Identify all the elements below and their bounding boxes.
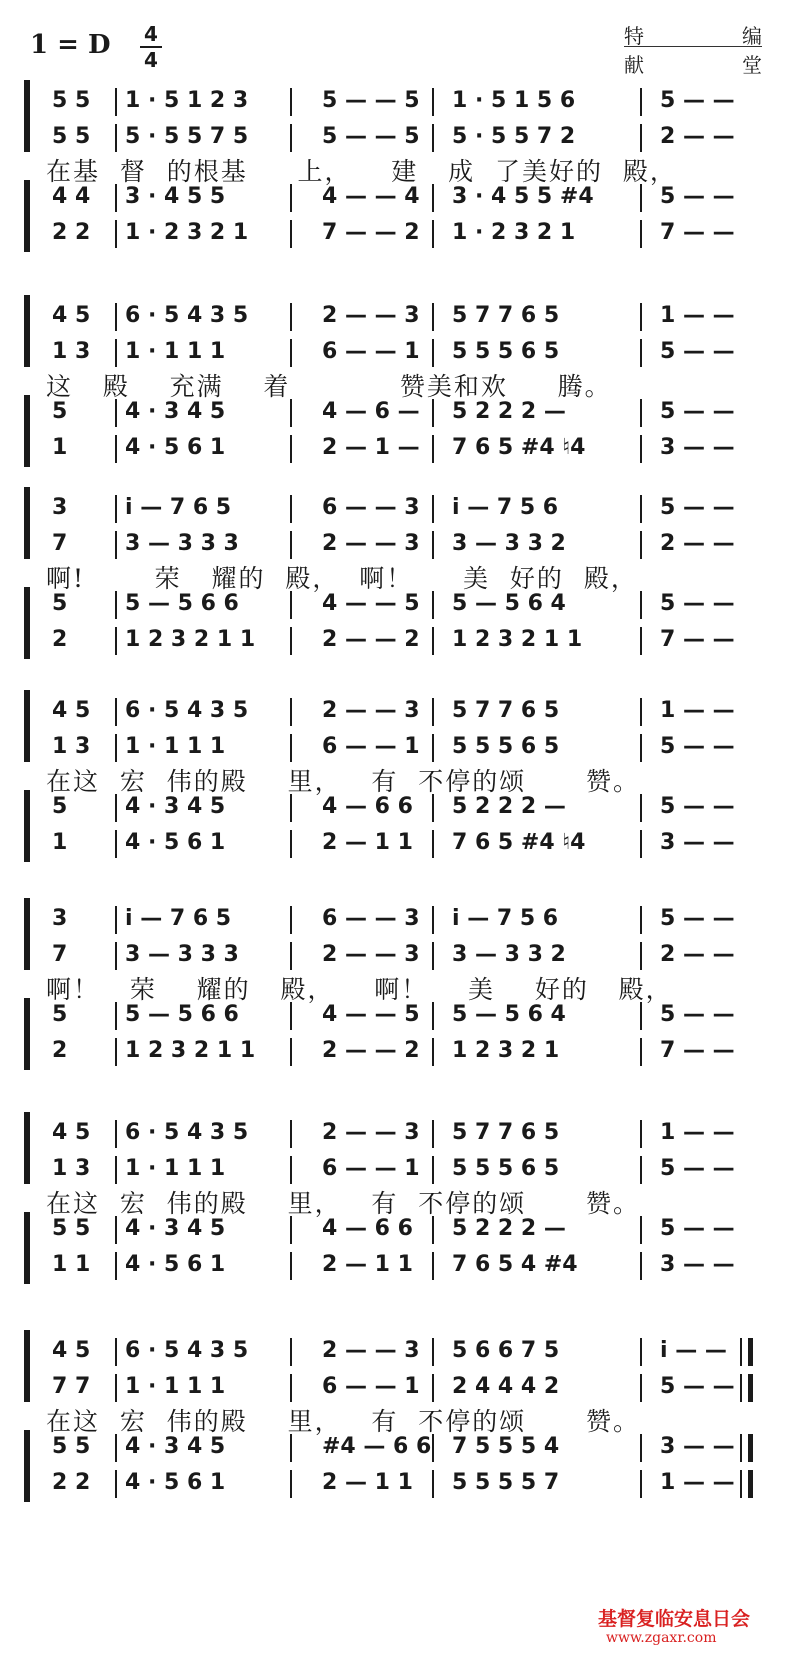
measure-notes: 1 · 1 1 1 bbox=[125, 734, 226, 759]
measure-notes: i — 7 5 6 bbox=[452, 495, 559, 520]
bar-line bbox=[640, 1470, 642, 1498]
measure-notes: 5 6 6 7 5 bbox=[452, 1338, 560, 1363]
final-bar-thick bbox=[748, 1338, 753, 1366]
voice-part-row bbox=[0, 694, 800, 728]
bar-line bbox=[432, 906, 434, 934]
bar-line bbox=[432, 830, 434, 858]
measure-notes: 5 — — bbox=[660, 1002, 735, 1027]
measure-notes: 5 bbox=[52, 591, 68, 616]
measure-notes: 2 bbox=[52, 1038, 68, 1063]
credit-1a: 特 bbox=[624, 24, 644, 48]
bar-line bbox=[290, 1338, 292, 1366]
measure-notes: 6 · 5 4 3 5 bbox=[125, 303, 249, 328]
measure-notes: 3 — 3 3 3 bbox=[125, 942, 239, 967]
bar-line bbox=[640, 698, 642, 726]
bar-line bbox=[640, 906, 642, 934]
measure-notes: 4 — 6 6 bbox=[322, 1216, 413, 1241]
bar-line bbox=[640, 1156, 642, 1184]
bar-line bbox=[640, 531, 642, 559]
voice-part-row bbox=[0, 84, 800, 118]
bar-line bbox=[432, 698, 434, 726]
measure-notes: 2 — — 3 bbox=[322, 303, 420, 328]
measure-notes: 1 2 3 2 1 1 bbox=[125, 627, 256, 652]
measure-notes: 5 5 5 6 5 bbox=[452, 1156, 560, 1181]
bar-line bbox=[432, 1338, 434, 1366]
measure-notes: 5 7 7 6 5 bbox=[452, 303, 560, 328]
bar-line bbox=[640, 435, 642, 463]
measure-notes: 4 · 3 4 5 bbox=[125, 399, 226, 424]
score-system bbox=[0, 80, 800, 270]
lyric-text: 啊！ 荣 耀的 殿， 啊！ 美 好的 殿， bbox=[46, 975, 673, 1004]
measure-notes: 5 — — 5 bbox=[322, 124, 420, 149]
time-signature bbox=[136, 24, 166, 70]
measure-notes: 3 — — bbox=[660, 1252, 735, 1277]
bar-line bbox=[640, 830, 642, 858]
bar-line bbox=[432, 435, 434, 463]
measure-notes: 5 · 5 5 7 2 bbox=[452, 124, 576, 149]
score-system bbox=[0, 1112, 800, 1302]
credit-1b: 编 bbox=[742, 24, 762, 48]
bar-line bbox=[115, 531, 117, 559]
bar-line bbox=[290, 1252, 292, 1280]
measure-notes: 7 7 bbox=[52, 1374, 91, 1399]
measure-notes: 2 — — bbox=[660, 531, 735, 556]
final-bar-thick bbox=[748, 1470, 753, 1498]
lyric-text: 在这 宏 伟的殿 里， 有 不停的颂 赞。 bbox=[46, 767, 640, 796]
measure-notes: 4 — — 5 bbox=[322, 591, 420, 616]
measure-notes: 4 — — 5 bbox=[322, 1002, 420, 1027]
voice-part-row bbox=[0, 938, 800, 972]
bar-line bbox=[290, 1038, 292, 1066]
bar-line bbox=[432, 1120, 434, 1148]
bar-line bbox=[432, 1470, 434, 1498]
credits bbox=[624, 20, 762, 75]
bar-line bbox=[432, 339, 434, 367]
score-system bbox=[0, 1330, 800, 1520]
measure-notes: 4 4 bbox=[52, 184, 91, 209]
measure-notes: 1 2 3 2 1 bbox=[452, 1038, 560, 1063]
bar-line bbox=[290, 830, 292, 858]
lyric-line bbox=[0, 1184, 800, 1224]
bar-line bbox=[290, 1374, 292, 1402]
measure-notes: 2 — 1 1 bbox=[322, 830, 413, 855]
voice-part-row bbox=[0, 1248, 800, 1282]
credit-line-1 bbox=[624, 20, 762, 46]
lyric-text: 在这 宏 伟的殿 里， 有 不停的颂 赞。 bbox=[46, 1407, 640, 1436]
voice-part-row bbox=[0, 335, 800, 369]
final-bar-thin bbox=[740, 1338, 742, 1366]
bar-line bbox=[432, 1038, 434, 1066]
measure-notes: 5 — — bbox=[660, 399, 735, 424]
bar-line bbox=[115, 1374, 117, 1402]
bar-line bbox=[640, 495, 642, 523]
measure-notes: 5 — — bbox=[660, 906, 735, 931]
measure-notes: 4 · 3 4 5 bbox=[125, 1216, 226, 1241]
measure-notes: 5 — 5 6 6 bbox=[125, 1002, 239, 1027]
measure-notes: 5 2 2 2 — bbox=[452, 1216, 566, 1241]
bar-line bbox=[115, 495, 117, 523]
bar-line bbox=[115, 220, 117, 248]
bar-line bbox=[640, 1252, 642, 1280]
measure-notes: 1 2 3 2 1 1 bbox=[125, 1038, 256, 1063]
lyric-text: 在这 宏 伟的殿 里， 有 不停的颂 赞。 bbox=[46, 1189, 640, 1218]
measure-notes: 4 5 bbox=[52, 698, 91, 723]
lyric-text: 在基 督 的根基 上， 建 成 了美好的 殿， bbox=[46, 157, 677, 186]
bar-line bbox=[115, 942, 117, 970]
bar-line bbox=[290, 303, 292, 331]
score-system bbox=[0, 487, 800, 677]
measure-notes: 1 · 1 1 1 bbox=[125, 339, 226, 364]
measure-notes: 1 · 1 1 1 bbox=[125, 1374, 226, 1399]
measure-notes: 2 bbox=[52, 627, 68, 652]
measure-notes: i — — bbox=[660, 1338, 727, 1363]
measure-notes: 5 2 2 2 — bbox=[452, 794, 566, 819]
measure-notes: 1 — — bbox=[660, 698, 735, 723]
bar-line bbox=[290, 942, 292, 970]
bar-line bbox=[115, 1252, 117, 1280]
bar-line bbox=[290, 627, 292, 655]
measure-notes: 5 5 bbox=[52, 1216, 91, 1241]
score-system bbox=[0, 690, 800, 880]
measure-notes: 2 — — 3 bbox=[322, 1120, 420, 1145]
measure-notes: 5 5 5 6 5 bbox=[452, 734, 560, 759]
measure-notes: 2 — — 3 bbox=[322, 1338, 420, 1363]
voice-part-row bbox=[0, 1034, 800, 1068]
measure-notes: 1 3 bbox=[52, 734, 91, 759]
measure-notes: 5 — — bbox=[660, 1156, 735, 1181]
measure-notes: 5 5 5 5 7 bbox=[452, 1470, 560, 1495]
voice-part-row bbox=[0, 1334, 800, 1368]
bar-line bbox=[432, 88, 434, 116]
measure-notes: 7 6 5 #4 ♮4 bbox=[452, 830, 586, 855]
measure-notes: 7 bbox=[52, 942, 68, 967]
credit-2a: 献 bbox=[624, 53, 644, 77]
bar-line bbox=[640, 220, 642, 248]
measure-notes: 6 · 5 4 3 5 bbox=[125, 1338, 249, 1363]
measure-notes: 6 — — 3 bbox=[322, 495, 420, 520]
measure-notes: 5 bbox=[52, 1002, 68, 1027]
measure-notes: 7 6 5 4 #4 bbox=[452, 1252, 578, 1277]
voice-part-row bbox=[0, 299, 800, 333]
measure-notes: 2 — — 3 bbox=[322, 531, 420, 556]
bar-line bbox=[432, 303, 434, 331]
measure-notes: 4 — 6 — bbox=[322, 399, 420, 424]
measure-notes: 4 — 6 6 bbox=[322, 794, 413, 819]
bar-line bbox=[290, 124, 292, 152]
measure-notes: 1 3 bbox=[52, 339, 91, 364]
bar-line bbox=[640, 124, 642, 152]
measure-notes: 1 bbox=[52, 435, 68, 460]
lyric-text: 这 殿 充满 着 赞美和欢 腾。 bbox=[46, 372, 612, 401]
measure-notes: 2 — — 3 bbox=[322, 942, 420, 967]
bar-line bbox=[640, 1120, 642, 1148]
lyric-line bbox=[0, 762, 800, 802]
meter-top: 4 bbox=[144, 22, 158, 46]
measure-notes: 5 — — bbox=[660, 794, 735, 819]
voice-part-row bbox=[0, 216, 800, 250]
credit-line-2 bbox=[624, 49, 762, 75]
measure-notes: 2 — 1 — bbox=[322, 435, 420, 460]
measure-notes: 5 — — bbox=[660, 734, 735, 759]
bar-line bbox=[290, 734, 292, 762]
voice-part-row bbox=[0, 1466, 800, 1500]
meter-bottom: 4 bbox=[144, 48, 158, 72]
voice-part-row bbox=[0, 730, 800, 764]
measure-notes: 5 — 5 6 4 bbox=[452, 1002, 566, 1027]
voice-part-row bbox=[0, 1116, 800, 1150]
bar-line bbox=[290, 1470, 292, 1498]
measure-notes: 2 — 1 1 bbox=[322, 1252, 413, 1277]
bar-line bbox=[115, 303, 117, 331]
bar-line bbox=[640, 1338, 642, 1366]
measure-notes: 1 bbox=[52, 830, 68, 855]
measure-notes: 5 5 5 6 5 bbox=[452, 339, 560, 364]
measure-notes: 7 5 5 5 4 bbox=[452, 1434, 560, 1459]
measure-notes: 3 — — bbox=[660, 1434, 735, 1459]
lyric-line bbox=[0, 559, 800, 599]
measure-notes: 5 — — 5 bbox=[322, 88, 420, 113]
measure-notes: 5 bbox=[52, 794, 68, 819]
bar-line bbox=[432, 627, 434, 655]
measure-notes: 5 2 2 2 — bbox=[452, 399, 566, 424]
measure-notes: 5 — — bbox=[660, 1374, 735, 1399]
measure-notes: 3 bbox=[52, 906, 68, 931]
measure-notes: 3 bbox=[52, 495, 68, 520]
measure-notes: 3 — — bbox=[660, 830, 735, 855]
measure-notes: 3 — 3 3 2 bbox=[452, 531, 566, 556]
measure-notes: #4 — 6 6 bbox=[322, 1434, 432, 1459]
bar-line bbox=[290, 1120, 292, 1148]
measure-notes: 5 — — bbox=[660, 495, 735, 520]
measure-notes: 2 4 4 4 2 bbox=[452, 1374, 560, 1399]
measure-notes: 2 — — bbox=[660, 124, 735, 149]
measure-notes: 5 — — bbox=[660, 591, 735, 616]
measure-notes: 2 — — 3 bbox=[322, 698, 420, 723]
voice-part-row bbox=[0, 431, 800, 465]
score-system bbox=[0, 295, 800, 485]
measure-notes: 5 bbox=[52, 399, 68, 424]
measure-notes: 5 — — bbox=[660, 88, 735, 113]
bar-line bbox=[640, 1038, 642, 1066]
measure-notes: 6 — — 1 bbox=[322, 339, 420, 364]
voice-part-row bbox=[0, 491, 800, 525]
lyric-text: 啊! 荣 耀的 殿， 啊！ 美 好的 殿， bbox=[46, 564, 638, 593]
measure-notes: 5 — — bbox=[660, 339, 735, 364]
bar-line bbox=[640, 339, 642, 367]
measure-notes: 7 — — 2 bbox=[322, 220, 420, 245]
lyric-line bbox=[0, 970, 800, 1010]
measure-notes: 4 5 bbox=[52, 1120, 91, 1145]
bar-line bbox=[115, 88, 117, 116]
measure-notes: i — 7 6 5 bbox=[125, 906, 232, 931]
measure-notes: 6 · 5 4 3 5 bbox=[125, 698, 249, 723]
measure-notes: 4 · 5 6 1 bbox=[125, 1470, 226, 1495]
bar-line bbox=[290, 220, 292, 248]
measure-notes: 6 — — 1 bbox=[322, 1156, 420, 1181]
measure-notes: 5 · 5 5 7 5 bbox=[125, 124, 249, 149]
measure-notes: 7 — — bbox=[660, 220, 735, 245]
watermark-title: 基督复临安息日会 bbox=[598, 1608, 751, 1630]
measure-notes: 7 — — bbox=[660, 627, 735, 652]
measure-notes: 1 — — bbox=[660, 1120, 735, 1145]
measure-notes: 5 7 7 6 5 bbox=[452, 1120, 560, 1145]
measure-notes: 1 · 1 1 1 bbox=[125, 1156, 226, 1181]
bar-line bbox=[290, 531, 292, 559]
bar-line bbox=[432, 1374, 434, 1402]
measure-notes: 3 · 4 5 5 bbox=[125, 184, 226, 209]
bar-line bbox=[290, 906, 292, 934]
bar-line bbox=[640, 1374, 642, 1402]
measure-notes: 7 bbox=[52, 531, 68, 556]
bar-line bbox=[115, 1120, 117, 1148]
measure-notes: 2 2 bbox=[52, 1470, 91, 1495]
measure-notes: 2 2 bbox=[52, 220, 91, 245]
measure-notes: 6 — — 1 bbox=[322, 734, 420, 759]
score-system bbox=[0, 898, 800, 1088]
voice-part-row bbox=[0, 1152, 800, 1186]
measure-notes: 3 · 4 5 5 #4 bbox=[452, 184, 594, 209]
measure-notes: 5 7 7 6 5 bbox=[452, 698, 560, 723]
measure-notes: 1 · 2 3 2 1 bbox=[452, 220, 576, 245]
measure-notes: 1 3 bbox=[52, 1156, 91, 1181]
measure-notes: 1 · 2 3 2 1 bbox=[125, 220, 249, 245]
bar-line bbox=[640, 88, 642, 116]
measure-notes: 2 — — 2 bbox=[322, 1038, 420, 1063]
bar-line bbox=[115, 435, 117, 463]
lyric-line bbox=[0, 152, 800, 192]
voice-part-row bbox=[0, 902, 800, 936]
measure-notes: 4 · 5 6 1 bbox=[125, 1252, 226, 1277]
bar-line bbox=[640, 627, 642, 655]
voice-part-row bbox=[0, 527, 800, 561]
final-bar-thick bbox=[748, 1374, 753, 1402]
lyric-line bbox=[0, 1402, 800, 1442]
final-bar-thin bbox=[740, 1374, 742, 1402]
bar-line bbox=[290, 435, 292, 463]
measure-notes: 6 — — 1 bbox=[322, 1374, 420, 1399]
measure-notes: 5 — 5 6 4 bbox=[452, 591, 566, 616]
measure-notes: i — 7 5 6 bbox=[452, 906, 559, 931]
measure-notes: 6 — — 3 bbox=[322, 906, 420, 931]
measure-notes: 2 — 1 1 bbox=[322, 1470, 413, 1495]
measure-notes: 1 · 5 1 2 3 bbox=[125, 88, 249, 113]
measure-notes: 2 — — bbox=[660, 942, 735, 967]
bar-line bbox=[115, 698, 117, 726]
measure-notes: 1 — — bbox=[660, 1470, 735, 1495]
voice-part-row bbox=[0, 826, 800, 860]
measure-notes: 3 — 3 3 2 bbox=[452, 942, 566, 967]
measure-notes: 1 1 bbox=[52, 1252, 91, 1277]
bar-line bbox=[115, 627, 117, 655]
bar-line bbox=[432, 220, 434, 248]
bar-line bbox=[290, 1156, 292, 1184]
measure-notes: 2 — — 2 bbox=[322, 627, 420, 652]
bar-line bbox=[432, 942, 434, 970]
key-signature: 1 = D bbox=[30, 30, 111, 60]
measure-notes: 7 6 5 #4 ♮4 bbox=[452, 435, 586, 460]
voice-part-row bbox=[0, 623, 800, 657]
measure-notes: 4 5 bbox=[52, 1338, 91, 1363]
measure-notes: 4 · 3 4 5 bbox=[125, 794, 226, 819]
voice-part-row bbox=[0, 120, 800, 154]
bar-line bbox=[290, 495, 292, 523]
bar-line bbox=[115, 1156, 117, 1184]
measure-notes: 4 · 5 6 1 bbox=[125, 435, 226, 460]
bar-line bbox=[432, 1252, 434, 1280]
bar-line bbox=[115, 339, 117, 367]
measure-notes: 5 5 bbox=[52, 124, 91, 149]
bar-line bbox=[640, 303, 642, 331]
bar-line bbox=[432, 1156, 434, 1184]
measure-notes: 5 5 bbox=[52, 1434, 91, 1459]
bar-line bbox=[115, 124, 117, 152]
bar-line bbox=[115, 1038, 117, 1066]
bar-line bbox=[432, 531, 434, 559]
measure-notes: 4 · 3 4 5 bbox=[125, 1434, 226, 1459]
bar-line bbox=[432, 495, 434, 523]
measure-notes: 7 — — bbox=[660, 1038, 735, 1063]
measure-notes: 5 5 bbox=[52, 88, 91, 113]
lyric-line bbox=[0, 367, 800, 407]
measure-notes: 5 — — bbox=[660, 184, 735, 209]
bar-line bbox=[640, 734, 642, 762]
measure-notes: 4 — — 4 bbox=[322, 184, 420, 209]
bar-line bbox=[290, 339, 292, 367]
measure-notes: 1 2 3 2 1 1 bbox=[452, 627, 583, 652]
bar-line bbox=[290, 88, 292, 116]
measure-notes: 1 · 5 1 5 6 bbox=[452, 88, 576, 113]
bar-line bbox=[640, 942, 642, 970]
measure-notes: 5 — 5 6 6 bbox=[125, 591, 239, 616]
bar-line bbox=[115, 1338, 117, 1366]
measure-notes: 5 — — bbox=[660, 1216, 735, 1241]
measure-notes: i — 7 6 5 bbox=[125, 495, 232, 520]
measure-notes: 3 — 3 3 3 bbox=[125, 531, 239, 556]
bar-line bbox=[290, 698, 292, 726]
bar-line bbox=[115, 906, 117, 934]
bar-line bbox=[115, 830, 117, 858]
measure-notes: 6 · 5 4 3 5 bbox=[125, 1120, 249, 1145]
bar-line bbox=[432, 124, 434, 152]
measure-notes: 1 — — bbox=[660, 303, 735, 328]
credit-2b: 堂 bbox=[742, 53, 762, 77]
watermark-url: www.zgaxr.com bbox=[606, 1630, 717, 1646]
bar-line bbox=[115, 734, 117, 762]
measure-notes: 4 · 5 6 1 bbox=[125, 830, 226, 855]
measure-notes: 3 — — bbox=[660, 435, 735, 460]
measure-notes: 4 5 bbox=[52, 303, 91, 328]
final-bar-thin bbox=[740, 1470, 742, 1498]
voice-part-row bbox=[0, 1370, 800, 1404]
bar-line bbox=[115, 1470, 117, 1498]
bar-line bbox=[432, 734, 434, 762]
